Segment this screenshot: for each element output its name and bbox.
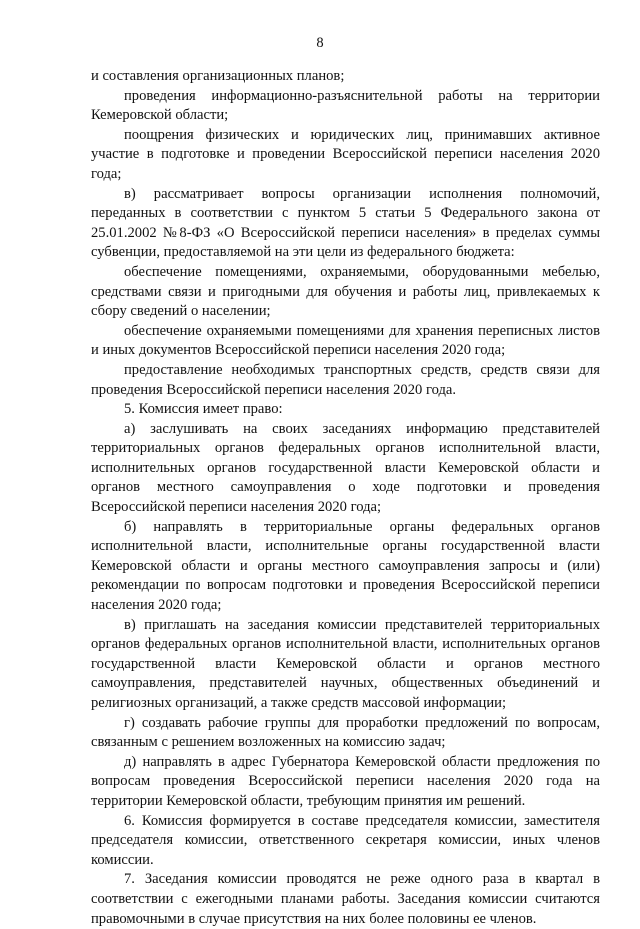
paragraph-continuation: и составления организационных планов;	[91, 68, 345, 84]
paragraph-item-v-powers: в) рассматривает вопросы организации исполнения полномочий, переданных в соответствии с пунктом 5 статьи 5 Федерального закона от 25.01.2002 №8-ФЗ «О Всероссийской переписи населения» в пределах суммы субвенции, предоставляемой на эти цели из федерального бюджета:	[91, 185, 600, 261]
paragraph-section-6: 6. Комиссия формируется в составе председателя комиссии, заместителя председателя комиссии, ответственного секретаря комиссии, иных членов комиссии.	[91, 812, 600, 868]
document-body	[91, 67, 600, 929]
paragraph-item-v-invite: в) приглашать на заседания комиссии представителей территориальных органов федеральных органов исполнительной власти, исполнительных органов государственной власти Кемеровской области и органов местного самоуправления, представителей научных, общественных объединений и религиозных организаций, а также средств массовой информации;	[91, 616, 600, 711]
paragraph-transport: предоставление необходимых транспортных средств, средств связи для проведения Всероссийской переписи населения 2020 года.	[91, 361, 600, 398]
paragraph-item-a: а) заслушивать на своих заседаниях информацию представителей территориальных органов федеральных органов исполнительной власти, исполнительных органов государственной власти Кемеровской области и органов местного самоуправления о ходе подготовки и проведения Всероссийской переписи населения 2020 года;	[91, 420, 600, 516]
paragraph-section-7: 7. Заседания комиссии проводятся не реже одного раза в квартал в соответствии с ежегодными планами работы. Заседания комиссии считаются правомочными в случае присутствия на них более половины ее членов.	[91, 871, 600, 927]
paragraph-premises: обеспечение помещениями, охраняемыми, оборудованными мебелью, средствами связи и пригодными для обучения и работы лиц, привлекаемых к сбору сведений о населении;	[91, 263, 600, 320]
paragraph-guarded-premises: обеспечение охраняемыми помещениями для хранения переписных листов и иных документов Всероссийской переписи населения 2020 года;	[91, 322, 600, 359]
paragraph-item-b: б) направлять в территориальные органы федеральных органов исполнительной власти, исполнительные органы государственной власти Кемеровской области и органы местного самоуправления запросы и (или) рекомендации по вопросам подготовки и проведения Всероссийской переписи населения 2020 года;	[91, 518, 600, 614]
paragraph-info-work: проведения информационно-разъяснительной работы на территории Кемеровской области;	[91, 87, 600, 124]
paragraph-encouragement: поощрения физических и юридических лиц, принимавших активное участие в подготовке и проведении Всероссийской переписи населения 2020 года;	[91, 126, 600, 182]
paragraph-section-5-heading: 5. Комиссия имеет право:	[124, 401, 283, 418]
paragraph-item-d: д) направлять в адрес Губернатора Кемеровской области предложения по вопросам проведения Всероссийской переписи населения 2020 года на территории Кемеровской области, требующим принятия им решений.	[91, 753, 600, 809]
paragraph-item-g: г) создавать рабочие группы для проработки предложений по вопросам, связанным с решением возложенных на комиссию задач;	[91, 714, 600, 751]
page-number: 8	[316, 35, 324, 51]
